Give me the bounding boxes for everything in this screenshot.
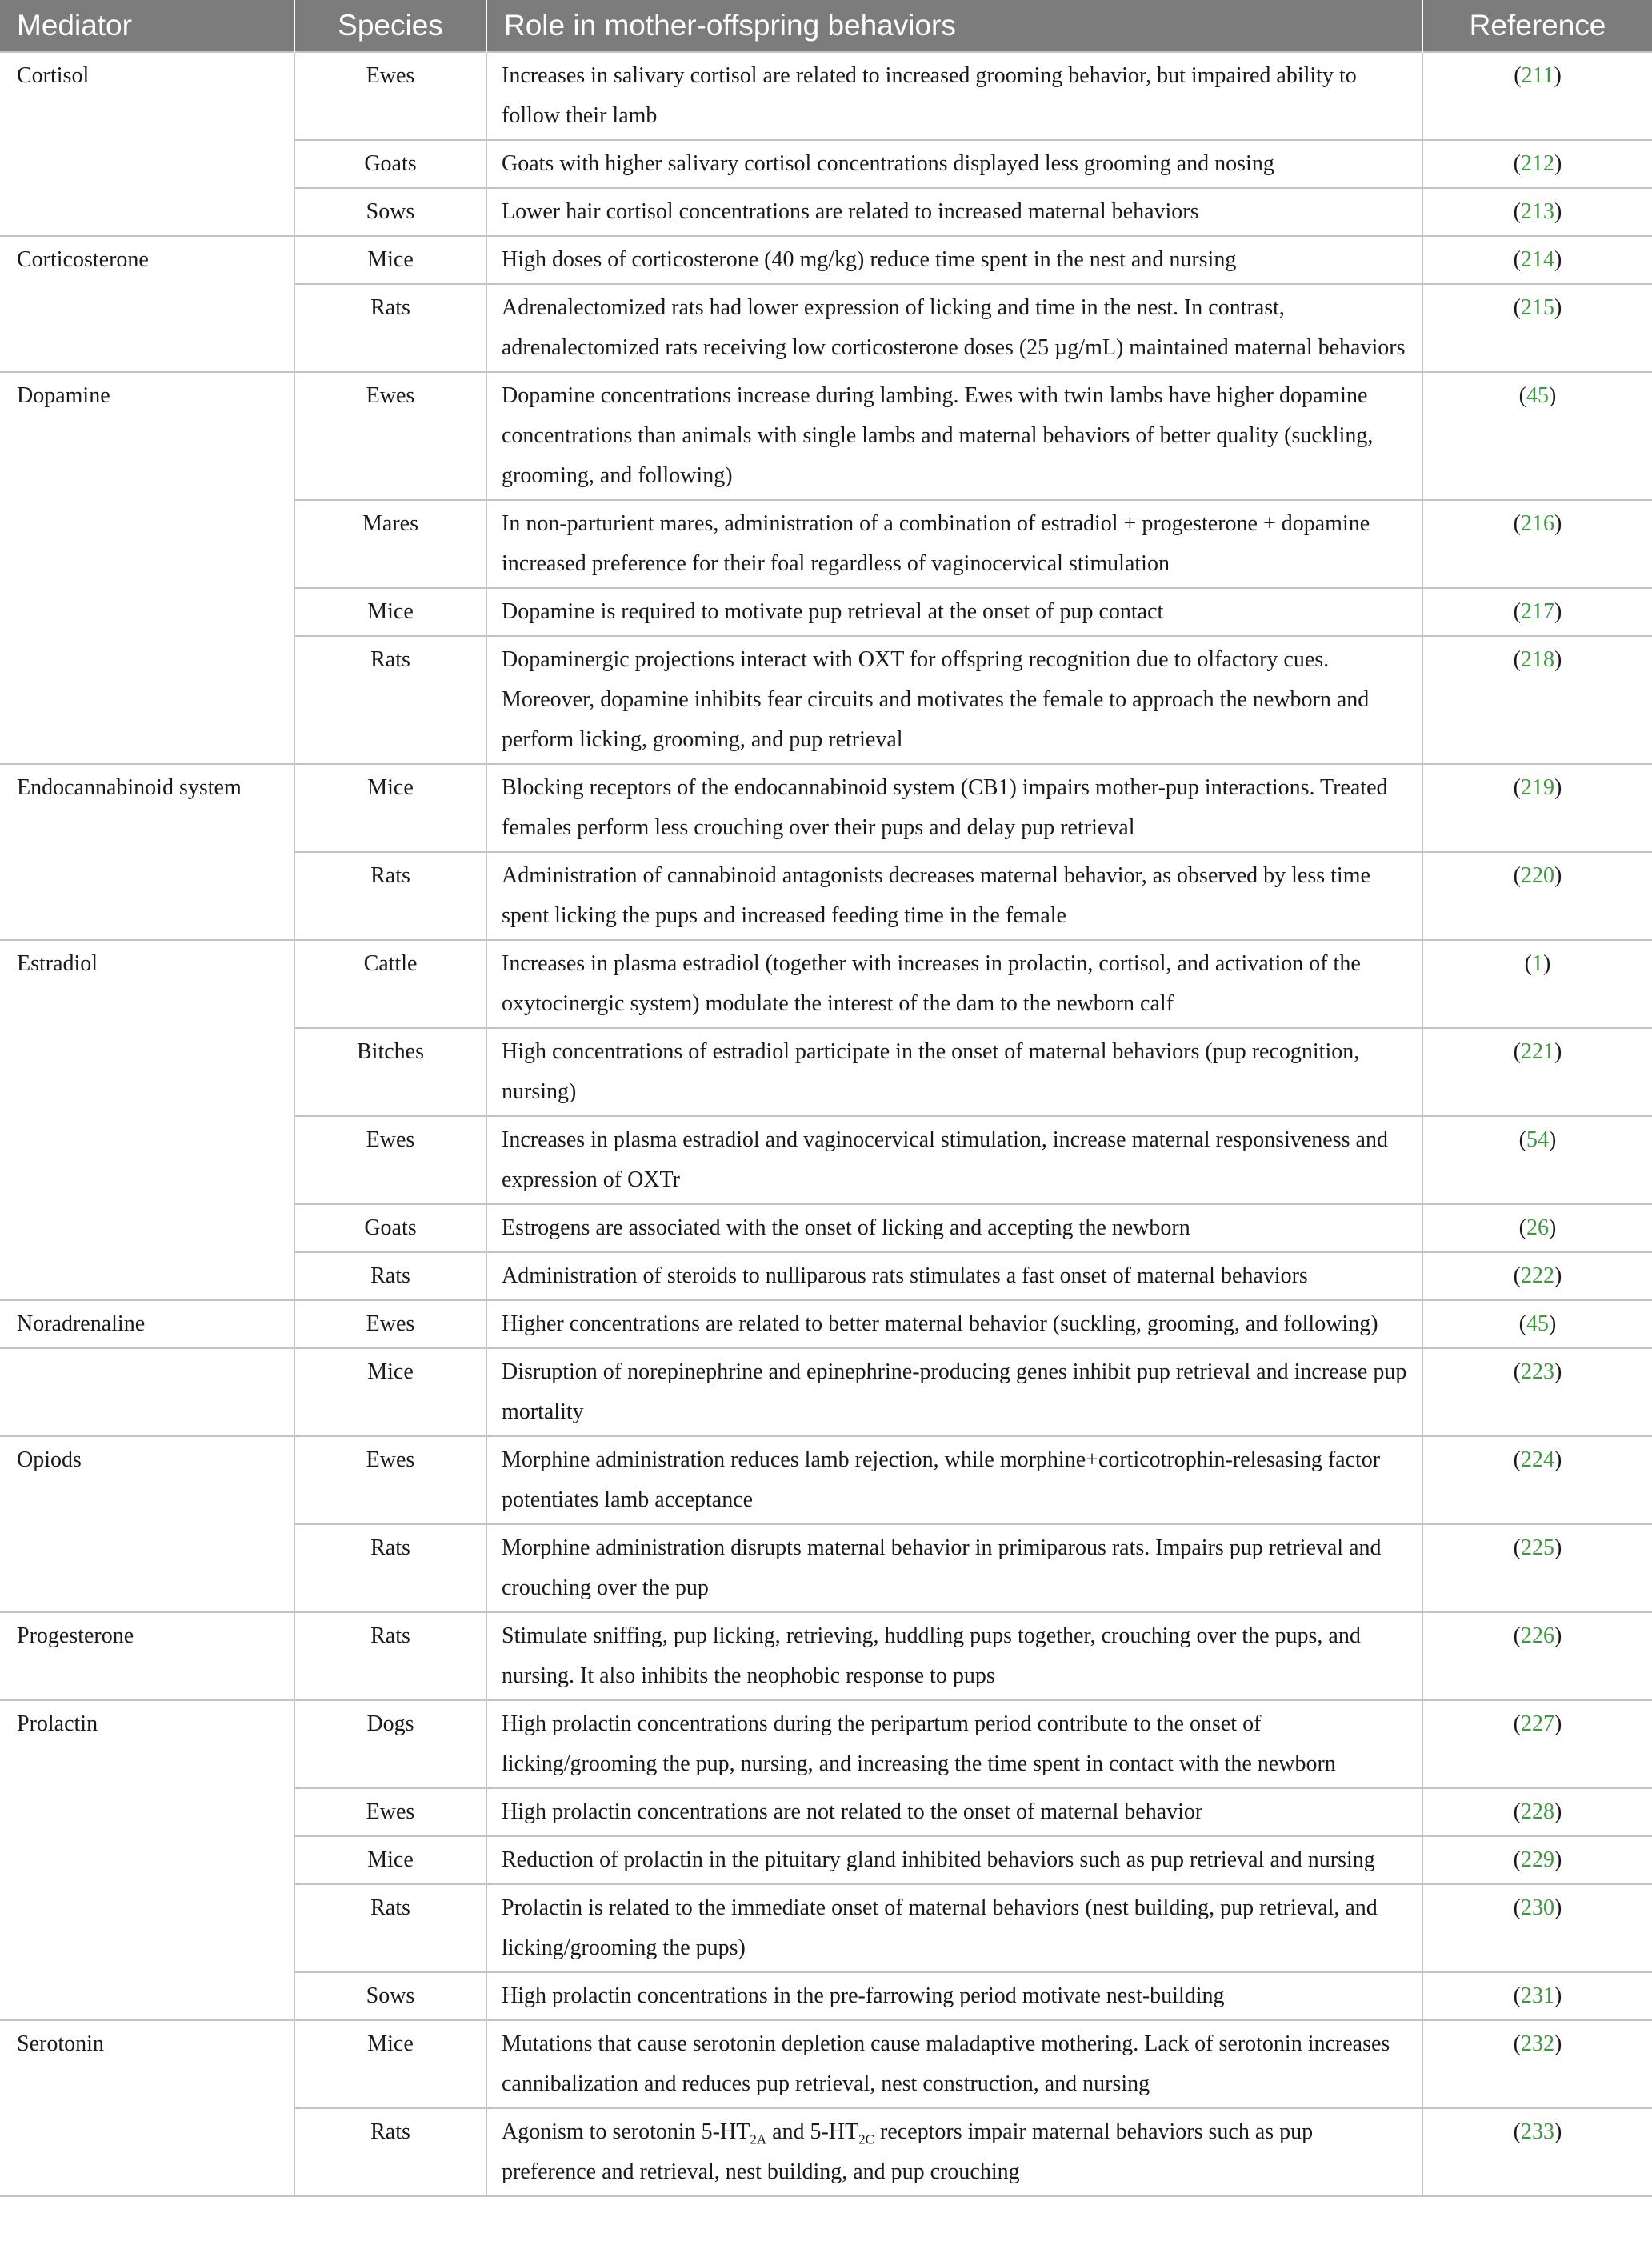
reference-link[interactable]: 26 bbox=[1526, 1215, 1549, 1240]
paren-close: ) bbox=[1554, 2031, 1562, 2056]
reference-cell bbox=[1422, 284, 1652, 372]
paren-close: ) bbox=[1554, 1039, 1562, 1064]
paren-open: ( bbox=[1518, 1127, 1526, 1152]
reference-link[interactable]: 215 bbox=[1521, 295, 1554, 320]
species-cell: Rats bbox=[294, 852, 486, 940]
species-cell: Mares bbox=[294, 500, 486, 588]
reference-link[interactable]: 211 bbox=[1521, 63, 1554, 88]
table-row bbox=[0, 940, 1652, 1028]
mediator-cell: Dopamine bbox=[0, 372, 294, 764]
reference-link[interactable]: 223 bbox=[1521, 1359, 1554, 1384]
role-cell: Blocking receptors of the endocannabinoid system (CB1) impairs mother-pup interactions. Treated females perform less crouching over their pups and delay pup retrieval bbox=[486, 764, 1422, 852]
paren-open: ( bbox=[1513, 295, 1521, 320]
table-row bbox=[0, 52, 1652, 140]
species-cell: Ewes bbox=[294, 372, 486, 500]
role-cell: Increases in salivary cortisol are related to increased grooming behavior, but impaired ability to follow their lamb bbox=[486, 52, 1422, 140]
table-row bbox=[0, 372, 1652, 500]
role-cell: Prolactin is related to the immediate onset of maternal behaviors (nest building, pup retrieval, and licking/grooming the pups) bbox=[486, 1884, 1422, 1972]
species-cell: Cattle bbox=[294, 940, 486, 1028]
reference-link[interactable]: 221 bbox=[1521, 1039, 1554, 1064]
reference-cell bbox=[1422, 1700, 1652, 1788]
role-cell: High prolactin concentrations in the pre-farrowing period motivate nest-building bbox=[486, 1972, 1422, 2020]
mediator-cell: Cortisol bbox=[0, 52, 294, 236]
reference-cell bbox=[1422, 188, 1652, 236]
paren-close: ) bbox=[1549, 1311, 1557, 1336]
mediator-cell: Endocannabinoid system bbox=[0, 764, 294, 940]
mediator-cell: Prolactin bbox=[0, 1700, 294, 2020]
table-row bbox=[0, 2020, 1652, 2108]
paren-close: ) bbox=[1554, 1623, 1562, 1648]
role-cell: High prolactin concentrations during the peripartum period contribute to the onset of licking/grooming the pup, nursing, and increasing the time spent in contact with the newborn bbox=[486, 1700, 1422, 1788]
paren-close: ) bbox=[1554, 511, 1562, 536]
paren-open: ( bbox=[1513, 511, 1521, 536]
role-cell: Estrogens are associated with the onset of licking and accepting the newborn bbox=[486, 1204, 1422, 1252]
paren-close: ) bbox=[1554, 863, 1562, 888]
species-cell: Mice bbox=[294, 764, 486, 852]
role-cell: Dopamine concentrations increase during lambing. Ewes with twin lambs have higher dopamine concentrations than animals with single lambs and maternal behaviors of better quality (suckling, grooming, and following) bbox=[486, 372, 1422, 500]
species-cell: Bitches bbox=[294, 1028, 486, 1116]
paren-close: ) bbox=[1554, 295, 1562, 320]
header-row bbox=[0, 0, 1652, 52]
role-cell: Reduction of prolactin in the pituitary gland inhibited behaviors such as pup retrieval and nursing bbox=[486, 1836, 1422, 1884]
reference-cell bbox=[1422, 52, 1652, 140]
paren-open: ( bbox=[1514, 63, 1522, 88]
paren-close: ) bbox=[1554, 1983, 1562, 2008]
paren-open: ( bbox=[1513, 599, 1521, 624]
role-cell: Adrenalectomized rats had lower expression of licking and time in the nest. In contrast, adrenalectomized rats receiving low corticosterone doses (25 µg/mL) maintained maternal behaviors bbox=[486, 284, 1422, 372]
species-cell: Rats bbox=[294, 284, 486, 372]
role-cell: Lower hair cortisol concentrations are related to increased maternal behaviors bbox=[486, 188, 1422, 236]
species-cell: Rats bbox=[294, 1612, 486, 1700]
mediator-cell: Progesterone bbox=[0, 1612, 294, 1700]
paren-close: ) bbox=[1554, 1535, 1562, 1560]
paren-open: ( bbox=[1518, 1215, 1526, 1240]
reference-cell bbox=[1422, 1612, 1652, 1700]
reference-link[interactable]: 217 bbox=[1521, 599, 1554, 624]
paren-open: ( bbox=[1513, 1847, 1521, 1872]
reference-cell bbox=[1422, 1116, 1652, 1204]
paren-close: ) bbox=[1554, 1847, 1562, 1872]
reference-link[interactable]: 222 bbox=[1521, 1263, 1554, 1288]
paren-close: ) bbox=[1554, 151, 1562, 176]
reference-link[interactable]: 226 bbox=[1521, 1623, 1554, 1648]
species-cell: Rats bbox=[294, 1524, 486, 1612]
reference-link[interactable]: 54 bbox=[1526, 1127, 1549, 1152]
species-cell: Ewes bbox=[294, 1436, 486, 1524]
table-row bbox=[0, 1612, 1652, 1700]
reference-cell bbox=[1422, 1836, 1652, 1884]
paren-open: ( bbox=[1513, 863, 1521, 888]
reference-link[interactable]: 219 bbox=[1521, 775, 1554, 800]
reference-link[interactable]: 227 bbox=[1521, 1711, 1554, 1736]
reference-link[interactable]: 231 bbox=[1521, 1983, 1554, 2008]
species-cell: Rats bbox=[294, 636, 486, 764]
paren-close: ) bbox=[1554, 2119, 1562, 2144]
paren-open: ( bbox=[1513, 199, 1521, 224]
paren-open: ( bbox=[1524, 951, 1532, 976]
role-cell: In non-parturient mares, administration of a combination of estradiol + progesterone + dopamine increased preference for their foal regardless of vaginocervical stimulation bbox=[486, 500, 1422, 588]
paren-open: ( bbox=[1513, 1535, 1521, 1560]
paren-close: ) bbox=[1554, 1263, 1562, 1288]
species-cell: Mice bbox=[294, 1348, 486, 1436]
paren-open: ( bbox=[1513, 1359, 1521, 1384]
reference-link[interactable]: 224 bbox=[1521, 1447, 1554, 1472]
reference-link[interactable]: 218 bbox=[1521, 647, 1554, 672]
reference-cell bbox=[1422, 764, 1652, 852]
paren-close: ) bbox=[1554, 1895, 1562, 1920]
paren-open: ( bbox=[1513, 151, 1521, 176]
paren-open: ( bbox=[1513, 247, 1521, 272]
reference-link[interactable]: 220 bbox=[1521, 863, 1554, 888]
table-row bbox=[0, 1348, 1652, 1436]
role-cell: Mutations that cause serotonin depletion cause maladaptive mothering. Lack of serotonin increases cannibalization and reduces pup retrieval, nest construction, and nursing bbox=[486, 2020, 1422, 2108]
reference-cell bbox=[1422, 1972, 1652, 2020]
reference-cell bbox=[1422, 1348, 1652, 1436]
reference-cell bbox=[1422, 500, 1652, 588]
reference-link[interactable]: 45 bbox=[1526, 1311, 1549, 1336]
reference-cell bbox=[1422, 1028, 1652, 1116]
table-body bbox=[0, 52, 1652, 2196]
reference-cell bbox=[1422, 940, 1652, 1028]
paren-close: ) bbox=[1554, 1359, 1562, 1384]
table-row bbox=[0, 1700, 1652, 1788]
species-cell: Mice bbox=[294, 588, 486, 636]
species-cell: Rats bbox=[294, 1884, 486, 1972]
reference-link[interactable]: 230 bbox=[1521, 1895, 1554, 1920]
paren-close: ) bbox=[1554, 247, 1562, 272]
species-cell: Rats bbox=[294, 1252, 486, 1300]
paren-open: ( bbox=[1513, 775, 1521, 800]
table-header bbox=[0, 0, 1652, 52]
reference-cell bbox=[1422, 2108, 1652, 2196]
reference-link[interactable]: 216 bbox=[1521, 511, 1554, 536]
receptor-subscript: 2C bbox=[858, 2131, 875, 2147]
header-species: Species bbox=[294, 0, 486, 52]
paren-close: ) bbox=[1554, 199, 1562, 224]
paren-open: ( bbox=[1518, 1311, 1526, 1336]
role-cell: Administration of steroids to nulliparous rats stimulates a fast onset of maternal behaviors bbox=[486, 1252, 1422, 1300]
mediator-cell: Noradrenaline bbox=[0, 1300, 294, 1348]
reference-cell bbox=[1422, 852, 1652, 940]
paren-open: ( bbox=[1513, 647, 1521, 672]
role-text: Agonism to serotonin 5-HT bbox=[502, 2119, 750, 2144]
paren-open: ( bbox=[1513, 1895, 1521, 1920]
mediator-cell: Estradiol bbox=[0, 940, 294, 1300]
reference-cell bbox=[1422, 1436, 1652, 1524]
role-text: receptors impair maternal behaviors such as pup preference and retrieval, nest building, and pup crouching bbox=[502, 2119, 1314, 2184]
reference-link[interactable]: 214 bbox=[1521, 247, 1554, 272]
role-cell: High prolactin concentrations are not related to the onset of maternal behavior bbox=[486, 1788, 1422, 1836]
role-cell: Goats with higher salivary cortisol concentrations displayed less grooming and nosing bbox=[486, 140, 1422, 188]
reference-link[interactable]: 1 bbox=[1532, 951, 1543, 976]
paren-close: ) bbox=[1543, 951, 1551, 976]
role-cell: High doses of corticosterone (40 mg/kg) reduce time spent in the nest and nursing bbox=[486, 236, 1422, 284]
reference-link[interactable]: 232 bbox=[1521, 2031, 1554, 2056]
mediator-cell: Opiods bbox=[0, 1436, 294, 1612]
header-role: Role in mother-offspring behaviors bbox=[486, 0, 1422, 52]
table-row bbox=[0, 1300, 1652, 1348]
role-cell: Administration of cannabinoid antagonists decreases maternal behavior, as observed by less time spent licking the pups and increased feeding time in the female bbox=[486, 852, 1422, 940]
reference-cell bbox=[1422, 1252, 1652, 1300]
paren-close: ) bbox=[1554, 1447, 1562, 1472]
reference-cell bbox=[1422, 236, 1652, 284]
paren-close: ) bbox=[1549, 383, 1557, 408]
paren-open: ( bbox=[1513, 1983, 1521, 2008]
paren-open: ( bbox=[1513, 2119, 1521, 2144]
reference-link[interactable]: 213 bbox=[1521, 199, 1554, 224]
role-cell: Dopaminergic projections interact with OXT for offspring recognition due to olfactory cues. Moreover, dopamine inhibits fear circuits and motivates the female to approach the newborn and perform licking, grooming, and pup retrieval bbox=[486, 636, 1422, 764]
table-row bbox=[0, 764, 1652, 852]
header-reference: Reference bbox=[1422, 0, 1652, 52]
species-cell: Mice bbox=[294, 236, 486, 284]
reference-cell bbox=[1422, 1204, 1652, 1252]
paren-open: ( bbox=[1513, 2031, 1521, 2056]
reference-cell bbox=[1422, 636, 1652, 764]
role-cell bbox=[486, 2108, 1422, 2196]
paren-open: ( bbox=[1513, 1447, 1521, 1472]
reference-cell bbox=[1422, 140, 1652, 188]
paren-open: ( bbox=[1513, 1263, 1521, 1288]
species-cell: Sows bbox=[294, 1972, 486, 2020]
paren-open: ( bbox=[1513, 1711, 1521, 1736]
reference-cell bbox=[1422, 1524, 1652, 1612]
reference-link[interactable]: 212 bbox=[1521, 151, 1554, 176]
paren-close: ) bbox=[1554, 1711, 1562, 1736]
species-cell: Ewes bbox=[294, 1788, 486, 1836]
species-cell: Mice bbox=[294, 2020, 486, 2108]
reference-link[interactable]: 45 bbox=[1526, 383, 1549, 408]
species-cell: Ewes bbox=[294, 52, 486, 140]
reference-cell bbox=[1422, 1884, 1652, 1972]
species-cell: Sows bbox=[294, 188, 486, 236]
role-cell: Dopamine is required to motivate pup retrieval at the onset of pup contact bbox=[486, 588, 1422, 636]
role-cell: High concentrations of estradiol participate in the onset of maternal behaviors (pup recognition, nursing) bbox=[486, 1028, 1422, 1116]
paren-close: ) bbox=[1549, 1127, 1557, 1152]
paren-close: ) bbox=[1549, 1215, 1557, 1240]
paren-open: ( bbox=[1518, 383, 1526, 408]
species-cell: Dogs bbox=[294, 1700, 486, 1788]
mediator-cell: Corticosterone bbox=[0, 236, 294, 372]
mediator-cell: Serotonin bbox=[0, 2020, 294, 2196]
species-cell: Goats bbox=[294, 1204, 486, 1252]
mediator-cell bbox=[0, 1348, 294, 1436]
reference-link[interactable]: 233 bbox=[1521, 2119, 1554, 2144]
role-cell: Morphine administration disrupts maternal behavior in primiparous rats. Impairs pup retrieval and crouching over the pup bbox=[486, 1524, 1422, 1612]
reference-link[interactable]: 228 bbox=[1521, 1799, 1554, 1824]
role-cell: Increases in plasma estradiol (together with increases in prolactin, cortisol, and activation of the oxytocinergic system) modulate the interest of the dam to the newborn calf bbox=[486, 940, 1422, 1028]
reference-cell bbox=[1422, 588, 1652, 636]
reference-cell bbox=[1422, 1300, 1652, 1348]
paren-close: ) bbox=[1554, 1799, 1562, 1824]
header-mediator: Mediator bbox=[0, 0, 294, 52]
role-cell: Stimulate sniffing, pup licking, retrieving, huddling pups together, crouching over the pups, and nursing. It also inhibits the neophobic response to pups bbox=[486, 1612, 1422, 1700]
receptor-subscript: 2A bbox=[750, 2131, 767, 2147]
species-cell: Goats bbox=[294, 140, 486, 188]
reference-cell bbox=[1422, 1788, 1652, 1836]
role-cell: Disruption of norepinephrine and epinephrine-producing genes inhibit pup retrieval and increase pup mortality bbox=[486, 1348, 1422, 1436]
table-row bbox=[0, 1436, 1652, 1524]
paren-close: ) bbox=[1554, 63, 1562, 88]
reference-link[interactable]: 225 bbox=[1521, 1535, 1554, 1560]
role-text: and 5-HT bbox=[766, 2119, 859, 2144]
role-cell: Increases in plasma estradiol and vaginocervical stimulation, increase maternal responsiveness and expression of OXTr bbox=[486, 1116, 1422, 1204]
paren-close: ) bbox=[1554, 775, 1562, 800]
reference-cell bbox=[1422, 2020, 1652, 2108]
species-cell: Rats bbox=[294, 2108, 486, 2196]
reference-link[interactable]: 229 bbox=[1521, 1847, 1554, 1872]
paren-close: ) bbox=[1554, 599, 1562, 624]
paren-open: ( bbox=[1513, 1799, 1521, 1824]
role-cell: Morphine administration reduces lamb rejection, while morphine+corticotrophin-relesasing factor potentiates lamb acceptance bbox=[486, 1436, 1422, 1524]
species-cell: Mice bbox=[294, 1836, 486, 1884]
paren-open: ( bbox=[1513, 1039, 1521, 1064]
paren-close: ) bbox=[1554, 647, 1562, 672]
table-row bbox=[0, 236, 1652, 284]
role-cell: Higher concentrations are related to better maternal behavior (suckling, grooming, and following) bbox=[486, 1300, 1422, 1348]
reference-cell bbox=[1422, 372, 1652, 500]
species-cell: Ewes bbox=[294, 1116, 486, 1204]
species-cell: Ewes bbox=[294, 1300, 486, 1348]
paren-open: ( bbox=[1513, 1623, 1521, 1648]
